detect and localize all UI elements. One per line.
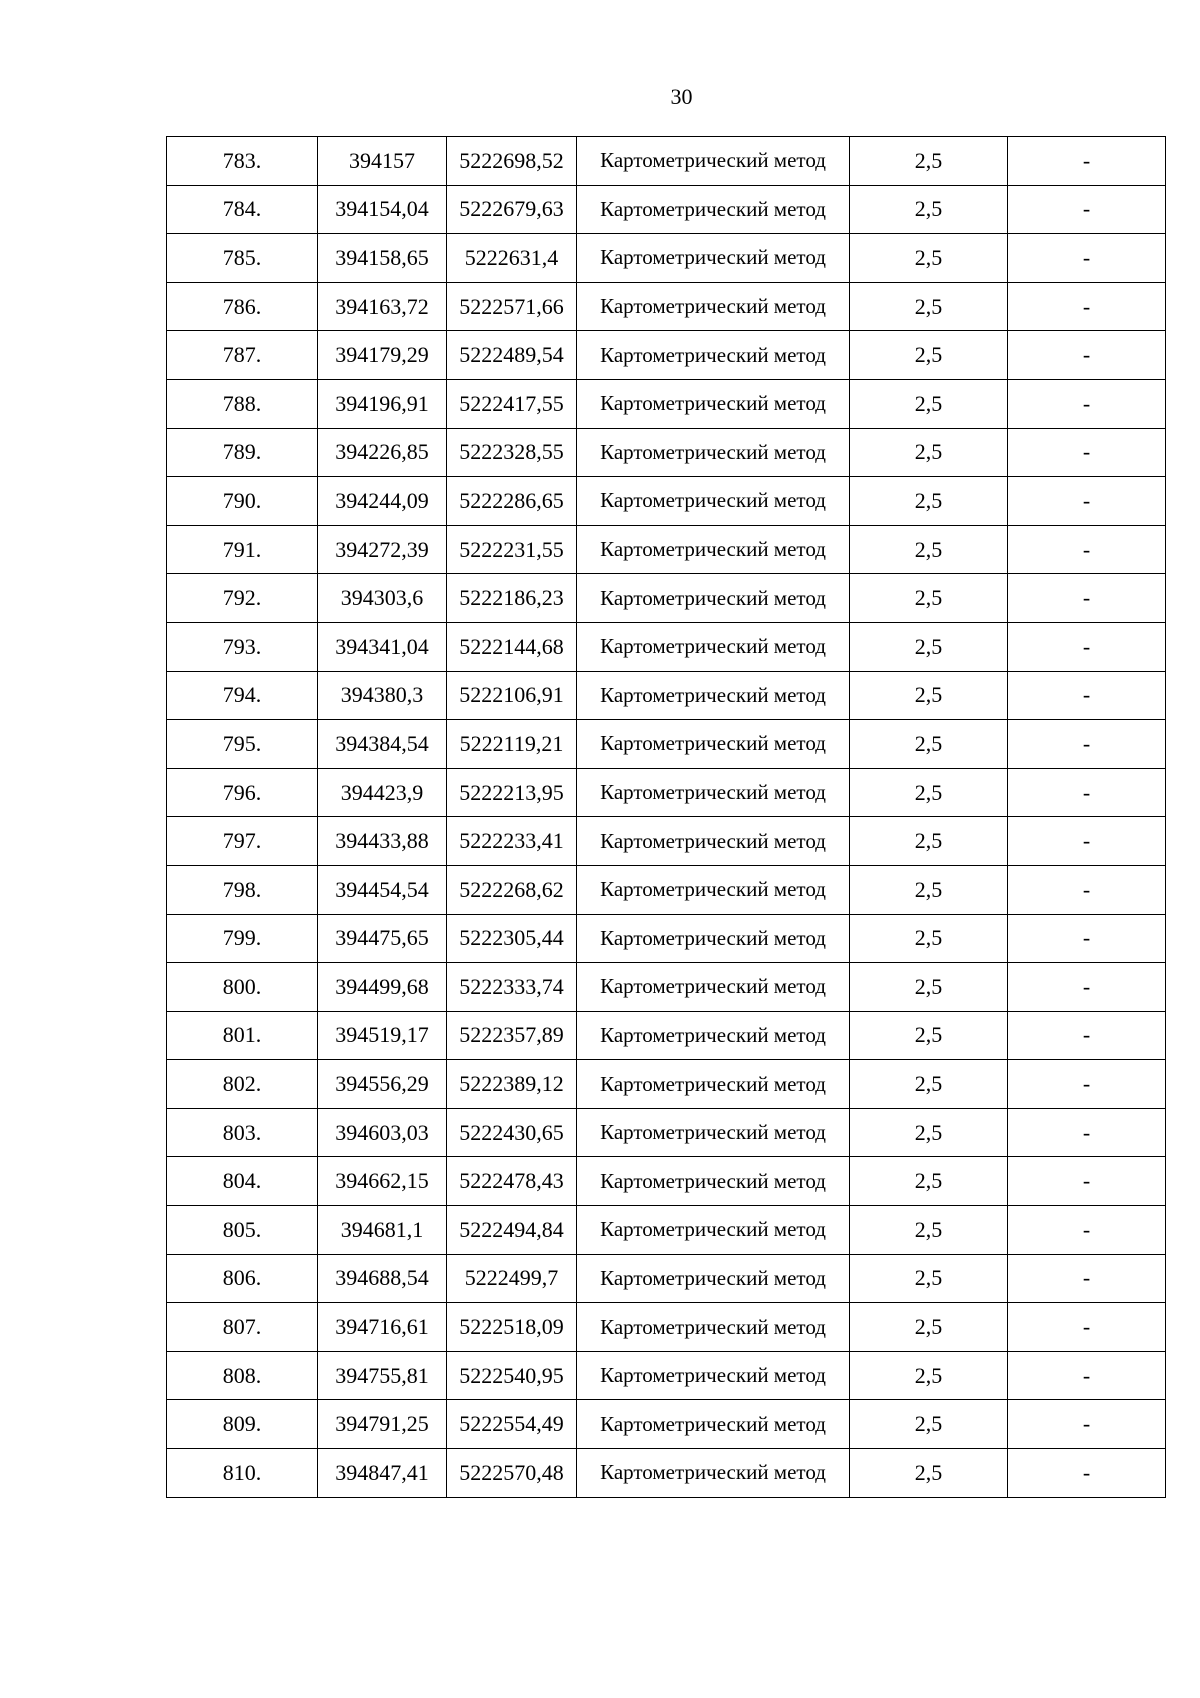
note-cell: - (1008, 1400, 1166, 1449)
note-cell: - (1008, 331, 1166, 380)
x-coordinate-cell: 394681,1 (318, 1206, 447, 1255)
point-number-cell: 803. (167, 1108, 318, 1157)
accuracy-cell: 2,5 (850, 282, 1008, 331)
point-number-cell: 786. (167, 282, 318, 331)
note-cell: - (1008, 1351, 1166, 1400)
x-coordinate-cell: 394158,65 (318, 234, 447, 283)
accuracy-cell: 2,5 (850, 1254, 1008, 1303)
method-cell: Картометрический метод (577, 525, 850, 574)
method-cell: Картометрический метод (577, 1449, 850, 1498)
y-coordinate-cell: 5222268,62 (447, 865, 577, 914)
y-coordinate-cell: 5222417,55 (447, 379, 577, 428)
accuracy-cell: 2,5 (850, 1303, 1008, 1352)
x-coordinate-cell: 394196,91 (318, 379, 447, 428)
accuracy-cell: 2,5 (850, 428, 1008, 477)
method-cell: Картометрический метод (577, 817, 850, 866)
note-cell: - (1008, 428, 1166, 477)
point-number-cell: 807. (167, 1303, 318, 1352)
table-row (167, 1303, 1166, 1352)
method-cell: Картометрический метод (577, 1400, 850, 1449)
table-row (167, 1351, 1166, 1400)
x-coordinate-cell: 394499,68 (318, 963, 447, 1012)
y-coordinate-cell: 5222499,7 (447, 1254, 577, 1303)
method-cell: Картометрический метод (577, 185, 850, 234)
x-coordinate-cell: 394303,6 (318, 574, 447, 623)
y-coordinate-cell: 5222144,68 (447, 622, 577, 671)
note-cell: - (1008, 574, 1166, 623)
y-coordinate-cell: 5222305,44 (447, 914, 577, 963)
x-coordinate-cell: 394423,9 (318, 768, 447, 817)
method-cell: Картометрический метод (577, 671, 850, 720)
table-row (167, 1449, 1166, 1498)
point-number-cell: 800. (167, 963, 318, 1012)
note-cell: - (1008, 817, 1166, 866)
table-row (167, 379, 1166, 428)
x-coordinate-cell: 394154,04 (318, 185, 447, 234)
x-coordinate-cell: 394433,88 (318, 817, 447, 866)
x-coordinate-cell: 394226,85 (318, 428, 447, 477)
point-number-cell: 808. (167, 1351, 318, 1400)
table-row (167, 865, 1166, 914)
method-cell: Картометрический метод (577, 1351, 850, 1400)
x-coordinate-cell: 394791,25 (318, 1400, 447, 1449)
note-cell: - (1008, 282, 1166, 331)
point-number-cell: 791. (167, 525, 318, 574)
y-coordinate-cell: 5222570,48 (447, 1449, 577, 1498)
accuracy-cell: 2,5 (850, 1060, 1008, 1109)
method-cell: Картометрический метод (577, 963, 850, 1012)
method-cell: Картометрический метод (577, 428, 850, 477)
y-coordinate-cell: 5222430,65 (447, 1108, 577, 1157)
note-cell: - (1008, 1254, 1166, 1303)
point-number-cell: 783. (167, 137, 318, 186)
method-cell: Картометрический метод (577, 865, 850, 914)
table-row (167, 1108, 1166, 1157)
method-cell: Картометрический метод (577, 622, 850, 671)
method-cell: Картометрический метод (577, 477, 850, 526)
note-cell: - (1008, 137, 1166, 186)
method-cell: Картометрический метод (577, 1157, 850, 1206)
y-coordinate-cell: 5222389,12 (447, 1060, 577, 1109)
point-number-cell: 801. (167, 1011, 318, 1060)
x-coordinate-cell: 394272,39 (318, 525, 447, 574)
note-cell: - (1008, 525, 1166, 574)
point-number-cell: 790. (167, 477, 318, 526)
x-coordinate-cell: 394475,65 (318, 914, 447, 963)
table-row (167, 817, 1166, 866)
point-number-cell: 806. (167, 1254, 318, 1303)
point-number-cell: 799. (167, 914, 318, 963)
y-coordinate-cell: 5222478,43 (447, 1157, 577, 1206)
table-row (167, 1400, 1166, 1449)
point-number-cell: 789. (167, 428, 318, 477)
y-coordinate-cell: 5222571,66 (447, 282, 577, 331)
point-number-cell: 805. (167, 1206, 318, 1255)
y-coordinate-cell: 5222333,74 (447, 963, 577, 1012)
note-cell: - (1008, 1011, 1166, 1060)
accuracy-cell: 2,5 (850, 574, 1008, 623)
note-cell: - (1008, 1060, 1166, 1109)
note-cell: - (1008, 720, 1166, 769)
point-number-cell: 798. (167, 865, 318, 914)
y-coordinate-cell: 5222489,54 (447, 331, 577, 380)
note-cell: - (1008, 1206, 1166, 1255)
note-cell: - (1008, 914, 1166, 963)
table-row (167, 622, 1166, 671)
x-coordinate-cell: 394380,3 (318, 671, 447, 720)
table-row (167, 1011, 1166, 1060)
y-coordinate-cell: 5222494,84 (447, 1206, 577, 1255)
accuracy-cell: 2,5 (850, 671, 1008, 720)
y-coordinate-cell: 5222357,89 (447, 1011, 577, 1060)
accuracy-cell: 2,5 (850, 963, 1008, 1012)
point-number-cell: 794. (167, 671, 318, 720)
accuracy-cell: 2,5 (850, 1449, 1008, 1498)
x-coordinate-cell: 394603,03 (318, 1108, 447, 1157)
method-cell: Картометрический метод (577, 331, 850, 380)
x-coordinate-cell: 394341,04 (318, 622, 447, 671)
note-cell: - (1008, 671, 1166, 720)
point-number-cell: 809. (167, 1400, 318, 1449)
point-number-cell: 787. (167, 331, 318, 380)
note-cell: - (1008, 1449, 1166, 1498)
method-cell: Картометрический метод (577, 379, 850, 428)
point-number-cell: 795. (167, 720, 318, 769)
table-row (167, 525, 1166, 574)
x-coordinate-cell: 394519,17 (318, 1011, 447, 1060)
point-number-cell: 785. (167, 234, 318, 283)
x-coordinate-cell: 394688,54 (318, 1254, 447, 1303)
x-coordinate-cell: 394244,09 (318, 477, 447, 526)
table-row (167, 768, 1166, 817)
point-number-cell: 804. (167, 1157, 318, 1206)
x-coordinate-cell: 394179,29 (318, 331, 447, 380)
note-cell: - (1008, 477, 1166, 526)
coordinates-table (166, 136, 1166, 1498)
accuracy-cell: 2,5 (850, 1351, 1008, 1400)
accuracy-cell: 2,5 (850, 1400, 1008, 1449)
x-coordinate-cell: 394454,54 (318, 865, 447, 914)
accuracy-cell: 2,5 (850, 137, 1008, 186)
note-cell: - (1008, 768, 1166, 817)
method-cell: Картометрический метод (577, 1108, 850, 1157)
note-cell: - (1008, 622, 1166, 671)
method-cell: Картометрический метод (577, 1206, 850, 1255)
x-coordinate-cell: 394662,15 (318, 1157, 447, 1206)
table-row (167, 720, 1166, 769)
point-number-cell: 802. (167, 1060, 318, 1109)
note-cell: - (1008, 1108, 1166, 1157)
note-cell: - (1008, 1157, 1166, 1206)
accuracy-cell: 2,5 (850, 331, 1008, 380)
accuracy-cell: 2,5 (850, 1157, 1008, 1206)
y-coordinate-cell: 5222679,63 (447, 185, 577, 234)
table-row (167, 185, 1166, 234)
note-cell: - (1008, 234, 1166, 283)
method-cell: Картометрический метод (577, 1254, 850, 1303)
accuracy-cell: 2,5 (850, 1108, 1008, 1157)
accuracy-cell: 2,5 (850, 865, 1008, 914)
accuracy-cell: 2,5 (850, 477, 1008, 526)
y-coordinate-cell: 5222328,55 (447, 428, 577, 477)
accuracy-cell: 2,5 (850, 525, 1008, 574)
table-row (167, 963, 1166, 1012)
table-row (167, 1157, 1166, 1206)
y-coordinate-cell: 5222231,55 (447, 525, 577, 574)
x-coordinate-cell: 394384,54 (318, 720, 447, 769)
point-number-cell: 810. (167, 1449, 318, 1498)
accuracy-cell: 2,5 (850, 768, 1008, 817)
accuracy-cell: 2,5 (850, 622, 1008, 671)
table-row (167, 914, 1166, 963)
table-row (167, 428, 1166, 477)
table-row (167, 1254, 1166, 1303)
point-number-cell: 784. (167, 185, 318, 234)
table-row (167, 234, 1166, 283)
note-cell: - (1008, 865, 1166, 914)
x-coordinate-cell: 394755,81 (318, 1351, 447, 1400)
note-cell: - (1008, 1303, 1166, 1352)
accuracy-cell: 2,5 (850, 1206, 1008, 1255)
note-cell: - (1008, 379, 1166, 428)
accuracy-cell: 2,5 (850, 1011, 1008, 1060)
table-row (167, 671, 1166, 720)
point-number-cell: 796. (167, 768, 318, 817)
y-coordinate-cell: 5222554,49 (447, 1400, 577, 1449)
table-row (167, 477, 1166, 526)
accuracy-cell: 2,5 (850, 234, 1008, 283)
y-coordinate-cell: 5222186,23 (447, 574, 577, 623)
method-cell: Картометрический метод (577, 282, 850, 331)
y-coordinate-cell: 5222233,41 (447, 817, 577, 866)
table-row (167, 574, 1166, 623)
coordinates-table-body (167, 137, 1166, 1498)
y-coordinate-cell: 5222698,52 (447, 137, 577, 186)
table-row (167, 331, 1166, 380)
point-number-cell: 797. (167, 817, 318, 866)
y-coordinate-cell: 5222213,95 (447, 768, 577, 817)
method-cell: Картометрический метод (577, 137, 850, 186)
accuracy-cell: 2,5 (850, 817, 1008, 866)
y-coordinate-cell: 5222286,65 (447, 477, 577, 526)
method-cell: Картометрический метод (577, 574, 850, 623)
table-row (167, 1060, 1166, 1109)
method-cell: Картометрический метод (577, 1303, 850, 1352)
x-coordinate-cell: 394847,41 (318, 1449, 447, 1498)
point-number-cell: 788. (167, 379, 318, 428)
table-row (167, 137, 1166, 186)
x-coordinate-cell: 394157 (318, 137, 447, 186)
x-coordinate-cell: 394716,61 (318, 1303, 447, 1352)
method-cell: Картометрический метод (577, 768, 850, 817)
y-coordinate-cell: 5222119,21 (447, 720, 577, 769)
accuracy-cell: 2,5 (850, 914, 1008, 963)
accuracy-cell: 2,5 (850, 720, 1008, 769)
accuracy-cell: 2,5 (850, 379, 1008, 428)
method-cell: Картометрический метод (577, 1060, 850, 1109)
method-cell: Картометрический метод (577, 1011, 850, 1060)
y-coordinate-cell: 5222631,4 (447, 234, 577, 283)
y-coordinate-cell: 5222518,09 (447, 1303, 577, 1352)
table-row (167, 1206, 1166, 1255)
method-cell: Картометрический метод (577, 720, 850, 769)
method-cell: Картометрический метод (577, 914, 850, 963)
x-coordinate-cell: 394163,72 (318, 282, 447, 331)
point-number-cell: 792. (167, 574, 318, 623)
page-number: 30 (670, 84, 693, 109)
note-cell: - (1008, 963, 1166, 1012)
point-number-cell: 793. (167, 622, 318, 671)
x-coordinate-cell: 394556,29 (318, 1060, 447, 1109)
table-row (167, 282, 1166, 331)
y-coordinate-cell: 5222106,91 (447, 671, 577, 720)
method-cell: Картометрический метод (577, 234, 850, 283)
y-coordinate-cell: 5222540,95 (447, 1351, 577, 1400)
note-cell: - (1008, 185, 1166, 234)
accuracy-cell: 2,5 (850, 185, 1008, 234)
